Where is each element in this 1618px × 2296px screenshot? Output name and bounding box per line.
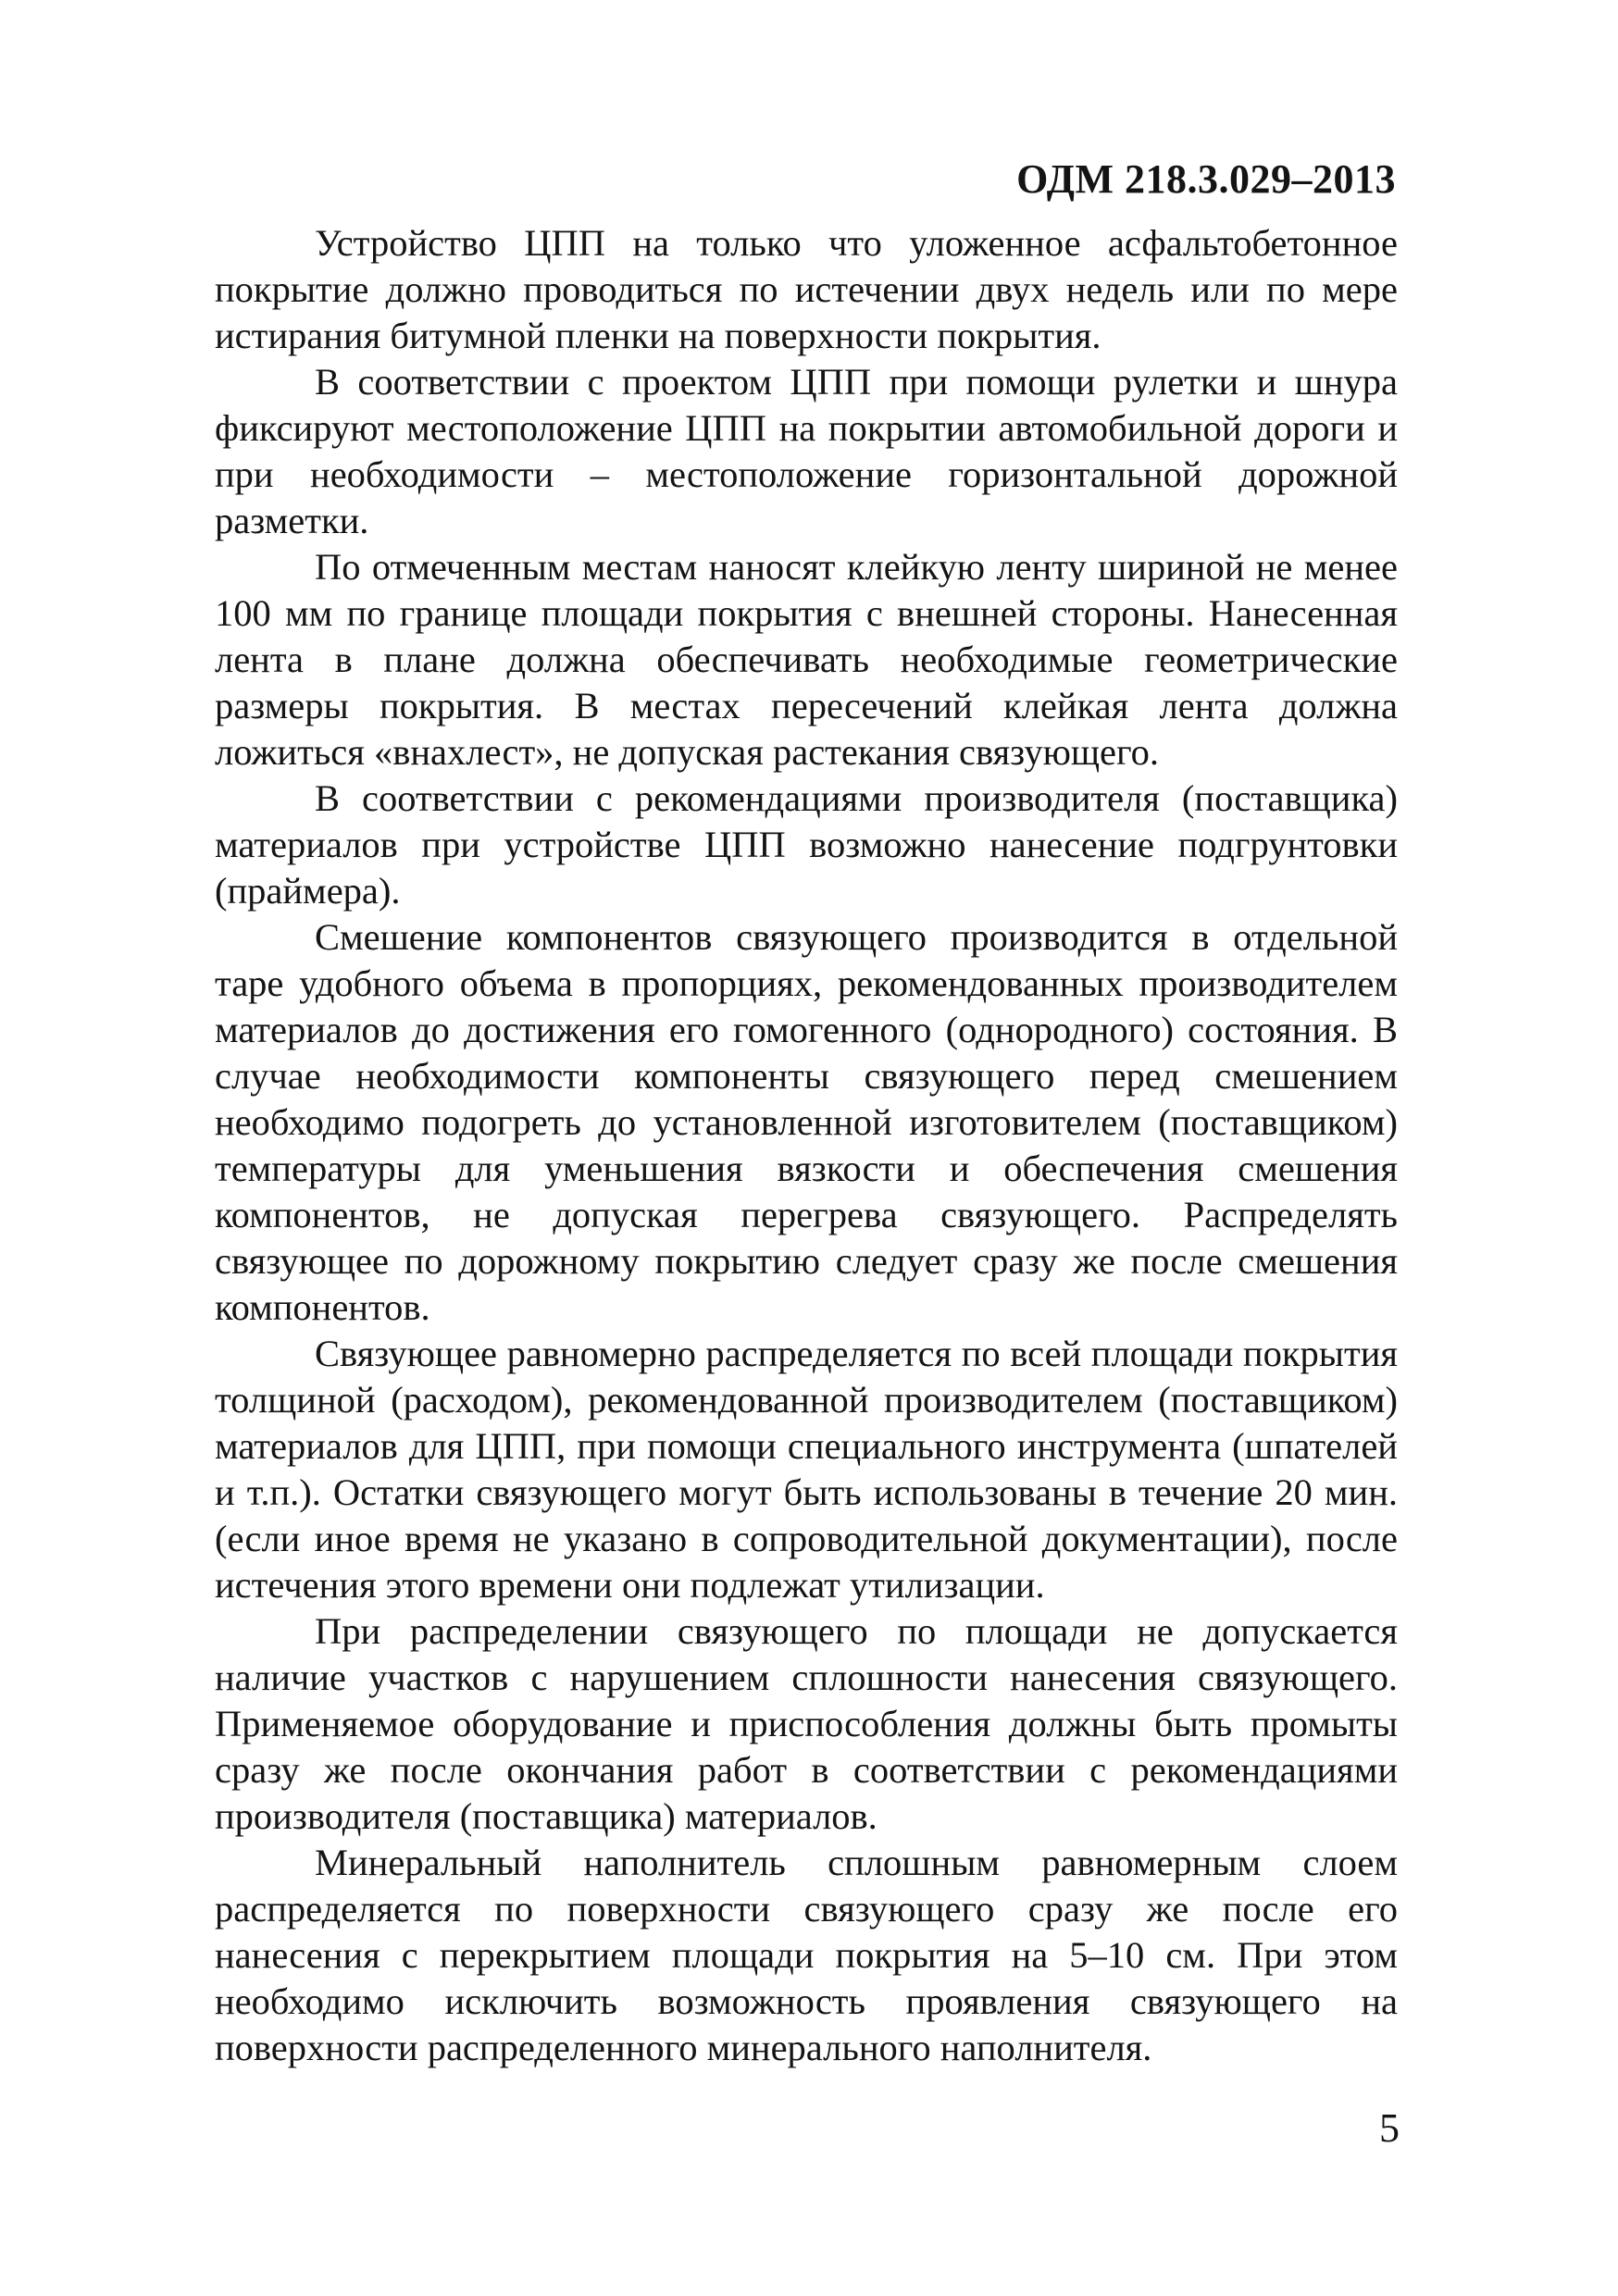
paragraph-4: В соответствии с рекомендациями производителя (поставщика) материалов при устройстве ЦПП возможно нанесение подгрунтовки (праймера). — [215, 777, 1398, 912]
paragraph-1: Устройство ЦПП на только что уложенное асфальтобетонное покрытие должно проводиться по истечении двух недель или по мере истирания битумной пленки на поверхности покрытия. — [215, 222, 1398, 356]
document-body — [215, 220, 1398, 2071]
paragraph-2: В соответствии с проектом ЦПП при помощи рулетки и шнура фиксируют местоположение ЦПП на покрытии автомобильной дороги и при необходимости – местоположение горизонтальной дорожной разметки. — [215, 361, 1398, 541]
paragraph-5: Смешение компонентов связующего производится в отдельной таре удобного объема в пропорциях, рекомендованных производителем материалов до достижения его гомогенного (однородного) состояния. В случае необходимости компоненты связующего перед смешением необходимо подогреть до установленной изготовителем (поставщиком) температуры для уменьшения вязкости и обеспечения смешения компонентов, не допуская перегрева связующего. Распределять связующее по дорожному покрытию следует сразу же после смешения компонентов. — [215, 916, 1398, 1328]
paragraph-6: Связующее равномерно распределяется по всей площади покрытия толщиной (расходом), рекомендованной производителем (поставщиком) материалов для ЦПП, при помощи специального инструмента (шпателей и т.п.). Остатки связующего могут быть использованы в течение 20 мин. (если иное время не указано в сопроводительной документации), после истечения этого времени они подлежат утилизации. — [215, 1333, 1398, 1606]
paragraph-7: При распределении связующего по площади не допускается наличие участков с нарушением сплошности нанесения связующего. Применяемое оборудование и приспособления должны быть промыты сразу же после окончания работ в соответствии с рекомендациями производителя (поставщика) материалов. — [215, 1610, 1398, 1837]
paragraph-8: Минеральный наполнитель сплошным равномерным слоем распределяется по поверхности связующего сразу же после его нанесения с перекрытием площади покрытия на 5–10 см. При этом необходимо исключить возможность проявления связующего на поверхности распределенного минерального наполнителя. — [215, 1842, 1398, 2068]
document-code-header: ОДМ 218.3.029–2013 — [1016, 156, 1396, 202]
paragraph-3: По отмеченным местам наносят клейкую ленту шириной не менее 100 мм по границе площади покрытия с внешней стороны. Нанесенная лента в плане должна обеспечивать необходимые геометрические размеры покрытия. В местах пересечений клейкая лента должна ложиться «внахлест», не допуская растекания связующего. — [215, 546, 1398, 773]
page-number: 5 — [1379, 2105, 1400, 2151]
